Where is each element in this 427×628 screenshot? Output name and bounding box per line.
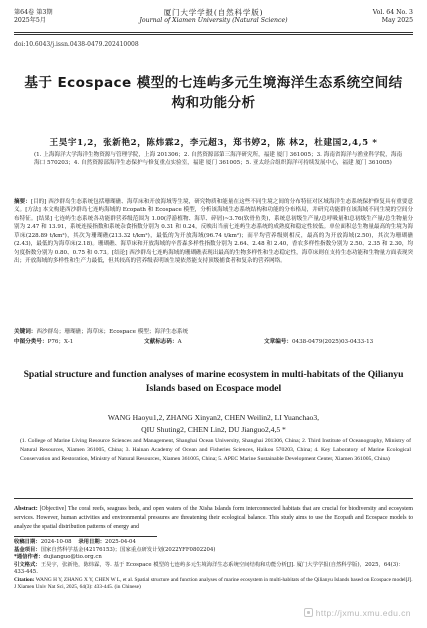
keywords-cn [14,328,413,336]
article-label: 文章编号： [264,339,292,345]
clc-value: P76；X-1 [47,339,74,345]
journal-name-cn: 厦门大学学报(自然科学版) [163,8,264,17]
received-date [14,539,413,547]
journal-name-en: Journal of Xiamen University (Natural Science) [139,17,288,24]
volume-issue-en: Vol. 64 No. 3 [372,9,413,16]
watermark-url: http://jxmu.xmu.edu.cn [315,608,411,618]
code-value: A [177,339,182,345]
abstract-cn-label: 摘要： [14,199,31,205]
clc-number [14,338,73,346]
authors-en-line-1: WANG Haoyu1,2, ZHANG Xinyan2, CHEN Weilin2, LI Yuanchao3, [107,413,320,422]
abstract-cn [14,198,413,266]
email-value[interactable]: dujianguo@tio.org.cn [43,554,102,560]
affiliations-cn: (1. 上海海洋大学海洋生物资源与管理学院，上海 201306；2. 自然资源部第三海洋研究所，福建 厦门 361005；3. 海南省海洋与渔业科学院，海南 海口 570203；4. 自然资源部海洋生态保护与修复重点实验室，福建 厦门 361005；5. 亚太经合组织海洋可持续发展中心，福建 厦门 361005) [34,152,403,167]
keywords-cn-text: 西沙群岛；珊瑚礁；海草床；Ecospace 模型；海洋生态系统 [36,329,189,335]
abstract-rule [14,498,413,499]
citation-cn-value: 王昊宇，张新艳，陈炜霖，等. 基于 Ecospace 模型的七连屿多元生境海洋生态系统空间结构和功能分析[J]. 厦门大学学报(自然科学版)，2025，64(3)：433-445. [14,561,404,575]
watermark [304,608,411,618]
title-en: Spatial structure and function analyses of marine ecosystem in multi-habitats of the Qilianyu Islands based on Ecospace model [23,369,404,395]
citation-en-label: Citation: [14,576,35,583]
header-rule [14,32,413,33]
header-rule-thin [14,34,413,35]
abstract-en-label: Abstract: [14,506,38,512]
citation-cn [14,562,413,577]
document-code [144,338,182,346]
fund-label: 基金项目： [14,546,41,553]
corresponding-author [14,554,413,562]
watermark-logo-icon [304,608,313,617]
received-value: 2024-10-08 [40,539,72,545]
header-center [14,9,413,25]
abstract-en [14,505,413,531]
abstract-en-text: [Objective] The coral reefs, seagrass beds, and open waters of the Xisha Islands form interconnected habitats that are crucial for biodiversity and ecosystem services. However, human activities and environmental pressures are threatening their ecological balance. This study aims to use the Ecopath and Ecospace models to analyze the spatial distribution patterns of energy and [14,506,413,530]
revised-label: 录用日期： [78,539,106,545]
doi[interactable]: doi:10.6043/j.issn.0438-0479.202410008 [14,41,139,48]
code-label: 文献标志码： [144,339,178,345]
volume-issue-cn: 第64卷 第3期 [14,9,53,16]
citation-en-value: WANG H Y, ZHANG X Y, CHEN W L, et al. Spatial structure and function analyses of marine ecosystem in multi-habitats of the Qilianyu Islands based on Ecospace model[J]. J Xiamen Univ Nat Sci, 2025, 64(3): 433-445. (in Chinese) [14,576,413,590]
fund-project [14,547,413,555]
citation-cn-label: 引文格式： [14,561,41,568]
revised-value: 2025-04-04 [105,539,136,545]
keywords-cn-label: 关键词： [14,329,37,335]
citation-en [14,577,413,592]
running-header [14,9,413,31]
abstract-cn-text: [目的] 西沙群岛生态系统包括珊瑚礁、海草床和开放海域等生境，研究物质和能量在这些不同生境之间的分布特征对区域海洋生态系统保护修复具有重要意义。[方法] 本文构建西沙群岛七连屿海域的 Ecopath 和 Ecospace 模型，分析该海域生态系统结构和功能的分布格局，并研究功能群在该海域不同生境的空间分布特征。[结果] 七连屿生态系统各功能群营养级范围为 1.00(浮游植物、海草、碎屑)~3.76(软骨鱼类)，系统总初级生产量/总呼吸量和总初级生产量/总生物量分别为 2.47 和 13.91，系统连接指数和系统杂食指数分别为 0.31 和 0.24，反映出当前七连屿生态系统的成熟度和稳定性较低。单位面积总生物量最高的生境为海草床(228.89 t/km²)，其次为珊瑚礁(213.32 t/km²)，最低的为开放海域(96.74 t/km²)；而平均营养级则相反，最高的为开放海域(2.50)，其次为珊瑚礁(2.43)，最低的为海草床(2.18)。珊瑚礁、海草床和开放海域的辛普森多样性指数分别为 2.64、2.48 和 2.40，香农多样性指数分别为 2.50、2.35 和 2.30，均匀度指数分别为 0.80、0.75 和 0.73。[结论] 西沙群岛七连屿海域的珊瑚礁表现出最高的生物多样性和生态稳定性，海草床则在支持生态功能和生物量方面表现突出；开放海域的多样性和生产力最低，但其较高的营养级表明该生境依然能支持顶级捕食者和复杂的营养网络。 [14,199,414,265]
title-cn: 基于 Ecospace 模型的七连屿多元生境海洋生态系统空间结构和功能分析 [24,75,403,111]
date-cn: 2025年5月 [14,17,47,24]
article-number [264,338,373,346]
affiliations-en: (1. College of Marine Living Resource Sciences and Management, Shanghai Ocean University, Shanghai 201306, China; 2. Third Institute of Oceanography, Ministry of Natural Resources, Xiamen 361005, China; 3. Hainan Academy of Ocean and Fisheries Sciences, Haikou 570203, China; 4. Key Laboratory of Marine Ecological Conservation and Restoration, Ministry of Natural Resources, Xiamen 361005, China; 5. APEC Marine Sustainable Development Center, Xiamen 361005, China) [20,438,411,462]
received-label: 收稿日期： [14,539,41,545]
email-label: *通信作者： [14,554,44,560]
clc-label: 中图分类号： [14,339,48,345]
article-value: 0438-0479(2025)03-0433-13 [291,339,374,345]
footnote-rule [14,536,157,537]
authors-cn: 王昊宇1,2，张新艳2，陈炜霖2，李元超3，郑书婷2，陈 林2，杜建国2,4,5 * [49,138,378,148]
fund-value: 国家自然科学基金(42176153)；国家重点研发计划(2022YFF0802204) [40,546,216,553]
date-en: May 2025 [381,17,413,24]
authors-en [20,412,407,436]
footnotes [14,539,413,592]
authors-en-line-2: QIU Shuting2, CHEN Lin2, DU Jianguo2,4,5 * [141,425,286,434]
header-right [373,9,413,25]
